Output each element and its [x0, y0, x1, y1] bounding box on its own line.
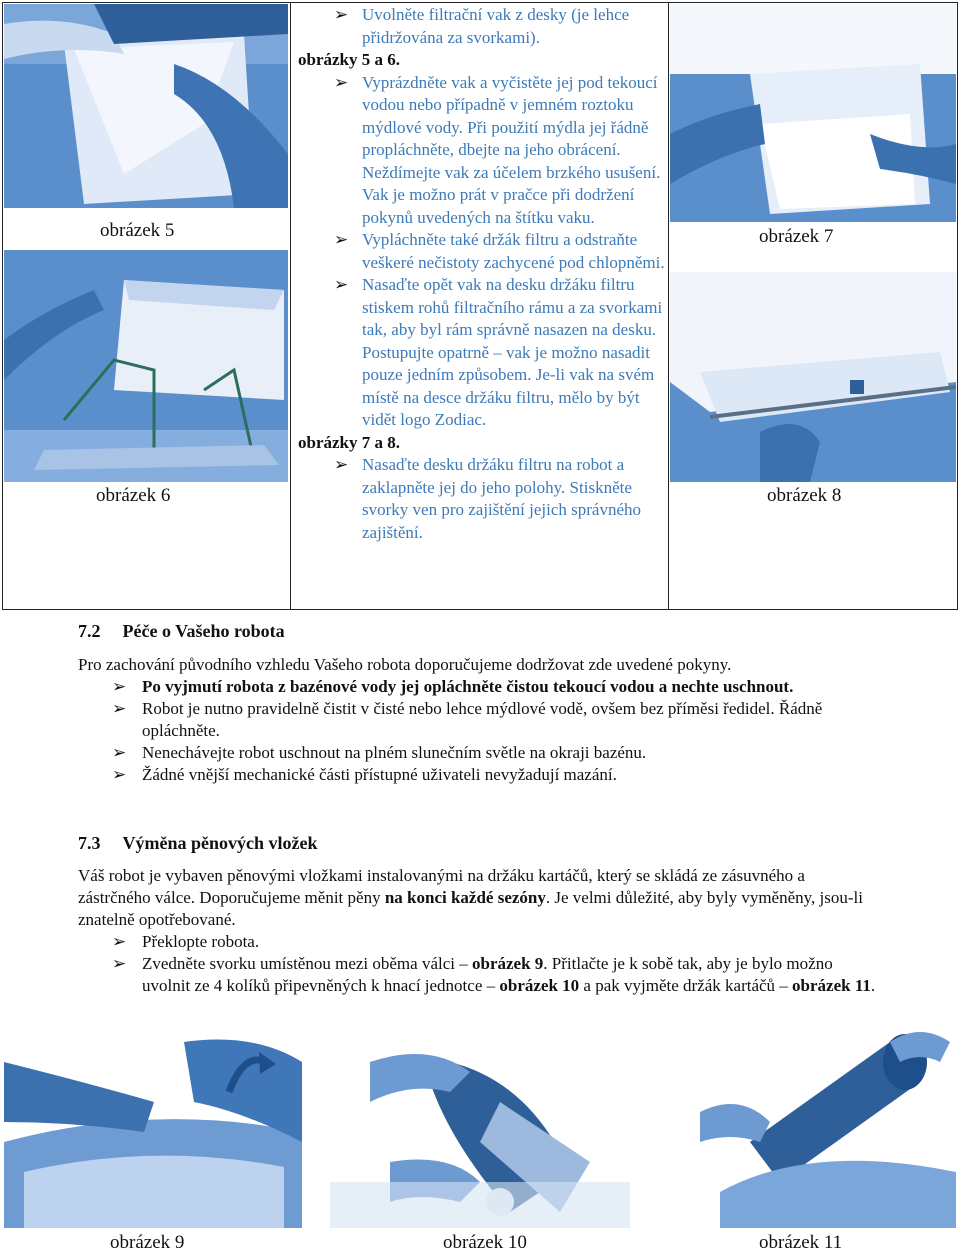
- foam-item-1-text: Překlopte robota.: [142, 932, 260, 951]
- figure-6-caption: obrázek 6: [96, 485, 171, 506]
- foam-item-2-text: . Přitlačte je k sobě tak, aby je bylo možno uvolnit ze 4 kolíků připevněných k hnací jednotce –: [142, 954, 833, 995]
- bullet-2-text: Vyprázdněte vak a vyčistěte jej pod tekoucí vodou nebo případně v jemném roztoku mýdlové vody. Při použití mýdla jej řádně propláchněte, dbejte na jeho obrácení. Neždímejte vak za účelem brzkého usušení. Vak je možno prát v pračce při dodržení pokynů uvedených na štítku vaku.: [362, 72, 661, 227]
- foam-item-2: [78, 953, 878, 997]
- filter-instructions: [298, 4, 668, 544]
- care-item-3-text: Nenechávejte robot uschnout na plném slunečním světle na okraji bazénu.: [142, 743, 647, 762]
- section-title: Péče o Vašeho robota: [122, 621, 285, 641]
- bullet-marker: ➢: [334, 230, 349, 249]
- figure-11-photo: [660, 1022, 956, 1228]
- bullet-1: [298, 4, 668, 49]
- bullet-5: [298, 454, 668, 544]
- paragraph-bold: na konci každé sezóny: [384, 888, 546, 907]
- care-item-1-text: Po vyjmutí robota z bazénové vody jej opláchněte čistou tekoucí vodou a nechte uschnout.: [142, 677, 794, 696]
- bullet-marker: ➢: [112, 954, 127, 973]
- figure-ref-9: obrázek 9: [472, 954, 544, 973]
- bullet-marker: ➢: [334, 275, 349, 294]
- section-number: 7.2: [78, 621, 101, 641]
- bullet-2: [298, 72, 668, 230]
- bullet-1-text: Uvolněte filtrační vak z desky (je lehce přidržována za svorkami).: [362, 5, 630, 47]
- care-item-3: [78, 742, 938, 764]
- section-7-2-body: [78, 654, 938, 786]
- figure-ref-5-6: obrázky 5 a 6.: [298, 50, 400, 69]
- bullet-marker: ➢: [112, 743, 127, 762]
- figure-ref-10: obrázek 10: [499, 976, 580, 995]
- section-7-3-paragraph: [78, 865, 878, 931]
- foam-item-2-text: Zvedněte svorku umístěnou mezi oběma válci –: [142, 954, 472, 973]
- section-7-3-body: [78, 865, 878, 997]
- bullet-marker: ➢: [112, 677, 127, 696]
- bullet-3: [298, 229, 668, 274]
- section-7-3-heading: [78, 833, 318, 854]
- paragraph-text-end: . Je velmi důležité, aby byly vyměněny, jsou-li znatelně opotřebované.: [78, 888, 863, 929]
- care-item-4: [78, 764, 938, 786]
- bullet-marker: ➢: [334, 5, 349, 24]
- figure-11-caption: obrázek 11: [759, 1232, 843, 1253]
- care-item-4-text: Žádné vnější mechanické části přístupné uživateli nevyžadují mazání.: [142, 765, 617, 784]
- bullet-4-text: Nasaďte opět vak na desku držáku filtru stiskem rohů filtračního rámu a za svorkami tak, aby byl rám správně nasazen na desku. Postupujte opatrně – vak je možno nasadit pouze jedním způsobem. Je-li vak na svém místě na desce držáku filtru, mělo by být vidět logo Zodiac.: [362, 275, 663, 429]
- foam-item-2-text: a pak vyjměte držák kartáčů –: [579, 976, 793, 995]
- figure-7-caption: obrázek 7: [759, 226, 834, 247]
- section-7-2-intro: Pro zachování původního vzhledu Vašeho robota doporučujeme dodržovat zde uvedené pokyny.: [78, 655, 732, 674]
- bullet-marker: ➢: [334, 455, 349, 474]
- bullet-4: [298, 274, 668, 432]
- bullet-marker: ➢: [112, 932, 127, 951]
- bullet-5-text: Nasaďte desku držáku filtru na robot a zaklapněte jej do jeho polohy. Stiskněte svorky ven pro zajištění jejich správného zajištění.: [362, 455, 642, 542]
- figure-9-caption: obrázek 9: [110, 1232, 185, 1253]
- figure-10-caption: obrázek 10: [443, 1232, 527, 1253]
- care-item-2-text: Robot je nutno pravidelně čistit v čisté nebo lehce mýdlové vodě, ovšem bez příměsi ředidel. Řádně opláchněte.: [142, 699, 823, 740]
- bullet-marker: ➢: [112, 765, 127, 784]
- figure-8-photo: [670, 272, 956, 482]
- section-7-2-heading: [78, 621, 285, 642]
- column-divider-left: [290, 2, 291, 610]
- figure-5-caption: obrázek 5: [100, 220, 175, 241]
- figure-10-photo: [330, 1022, 630, 1228]
- foam-item-2-text: .: [870, 976, 876, 995]
- bullet-marker: ➢: [334, 72, 349, 92]
- figure-8-caption: obrázek 8: [767, 485, 842, 506]
- care-item-1: [78, 676, 938, 698]
- figure-7-photo: [670, 4, 956, 222]
- paragraph-text: Váš robot je vybaven pěnovými vložkami instalovanými na držáku kartáčů, který se skládá ze zásuvného a zástrčného válce. Doporučujeme měnit pěny: [78, 866, 805, 907]
- bullet-marker: ➢: [112, 699, 127, 718]
- column-divider-right: [668, 2, 669, 610]
- figure-ref-11: obrázek 11: [792, 976, 871, 995]
- section-title: Výměna pěnových vložek: [122, 833, 318, 853]
- section-number: 7.3: [78, 833, 101, 853]
- figure-6-photo: [4, 250, 288, 482]
- figure-5-photo: [4, 4, 288, 208]
- bullet-3-text: Vypláchněte také držák filtru a odstraňte veškeré nečistoty zachycené pod chlopněmi.: [362, 230, 665, 272]
- care-item-2: [78, 698, 938, 742]
- foam-item-1: [78, 931, 878, 953]
- figure-ref-7-8: obrázky 7 a 8.: [298, 432, 400, 452]
- figure-9-photo: [4, 1022, 302, 1228]
